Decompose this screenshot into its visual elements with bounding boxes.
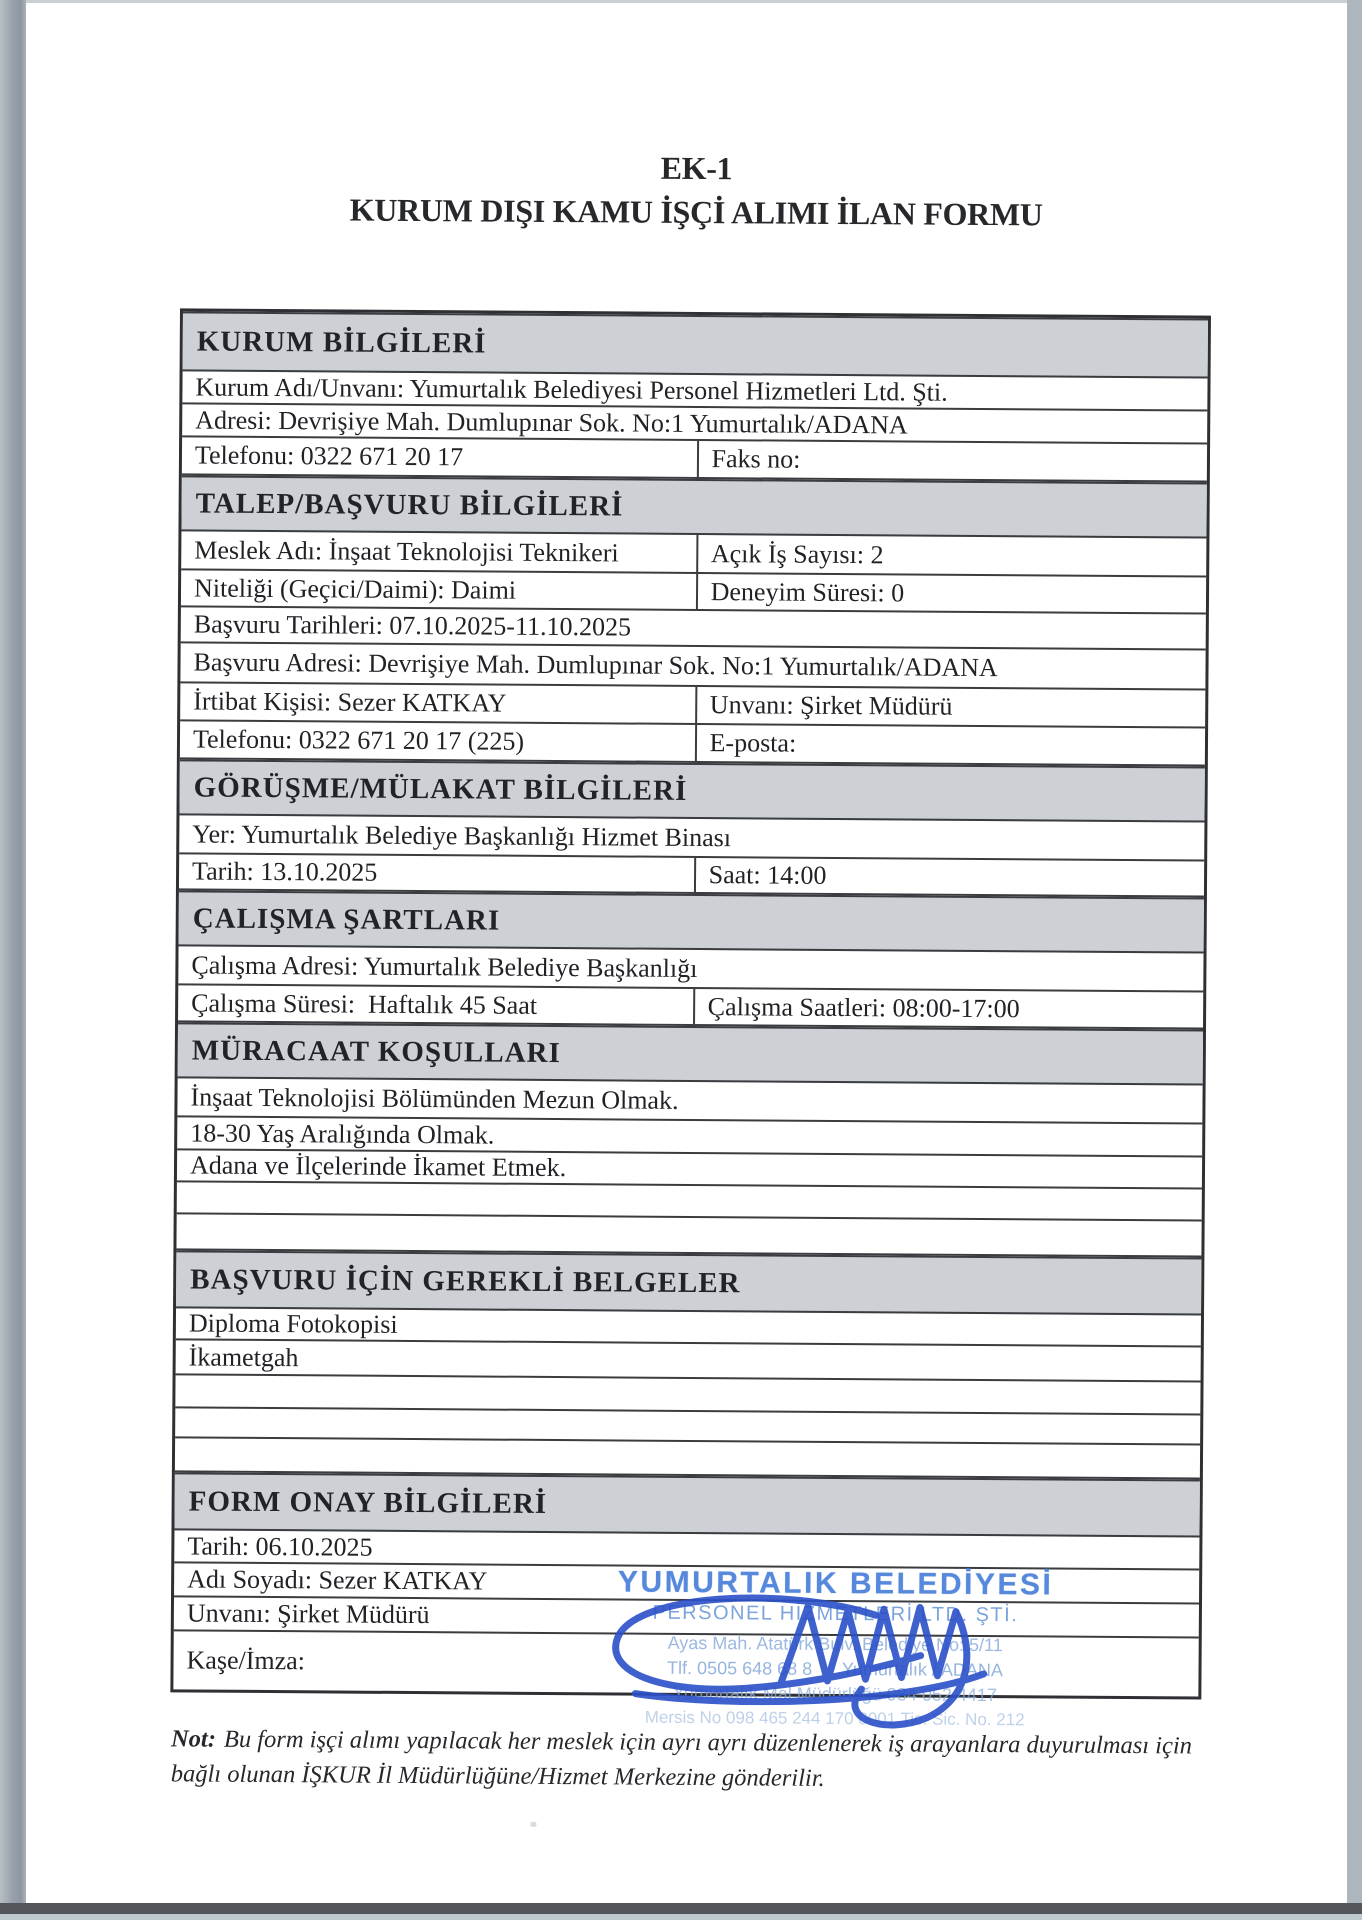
cell-mulakat-saat: Saat: 14:00 — [708, 860, 827, 890]
form-title-block — [181, 142, 1213, 237]
section-header-gorusme-mulakat: GÖRÜŞME/MÜLAKAT BİLGİLERİ — [179, 759, 1204, 822]
form-code: EK-1 — [660, 149, 733, 187]
section-header-form-onay: FORM ONAY BİLGİLERİ — [174, 1472, 1199, 1537]
section-header-talep-basvuru: TALEP/BAŞVURU BİLGİLERİ — [181, 475, 1206, 538]
cell-acik-is-sayisi: Açık İş Sayısı: 2 — [710, 538, 884, 569]
cell-unvani: Unvanı: Şirket Müdürü — [709, 690, 953, 721]
cell-telefonu: Telefonu: 0322 671 20 17 — [182, 437, 699, 477]
row-calisma-adresi: Çalışma Adresi: Yumurtalık Belediye Başkanlığı — [178, 946, 1203, 992]
section-header-gerekli-belgeler: BAŞVURU İÇİN GEREKLİ BELGELER — [176, 1250, 1201, 1315]
stamp-company-type: PERSONEL HİZMETLERİ LTD. ŞTİ. — [652, 1601, 1019, 1627]
stamp-address-line: Ayas Mah. Atatürk Bulv. Belediye No: 5/11 — [667, 1632, 1003, 1656]
cell-eposta: E-posta: — [709, 728, 797, 758]
cell-niteligi: Niteliği (Geçici/Daimi): Daimi — [181, 570, 698, 609]
cell-telefonu-dahili: Telefonu: 0322 671 20 17 (225) — [180, 721, 697, 761]
cell-deneyim-suresi: Deneyim Süresi: 0 — [710, 576, 905, 607]
row-belge-ikametgah: İkametgah — [176, 1340, 1201, 1382]
form-table — [170, 308, 1211, 1699]
section-header-muracaat-kosullari: MÜRACAAT KOŞULLARI — [178, 1022, 1203, 1085]
cell-faks: Faks no: — [711, 444, 801, 474]
cell-calisma-saatleri: Çalışma Saatleri: 08:00-17:00 — [707, 991, 1020, 1023]
row-kosul-ikamet: Adana ve İlçelerinde İkamet Etmek. — [177, 1150, 1202, 1189]
row-kurum-adi: Kurum Adı/Unvanı: Yumurtalık Belediyesi Personel Hizmetleri Ltd. Şti. — [182, 371, 1207, 411]
note-label: Not: — [170, 1724, 217, 1753]
section-header-calisma-sartlari: ÇALIŞMA ŞARTLARI — [179, 890, 1204, 953]
row-kosul-mezuniyet: İnşaat Teknolojisi Bölümünden Mezun Olmak. — [177, 1078, 1202, 1124]
row-kosul-yas: 18-30 Yaş Aralığında Olmak. — [177, 1117, 1202, 1157]
row-belge-diploma: Diploma Fotokopisi — [176, 1308, 1201, 1347]
note-text: Bu form işçi alımı yapılacak her meslek için ayrı ayrı düzenlenerek iş arayanlara duyurulması için bağlı olunan İŞKUR İl Müdürlüğüne/Hizmet Merkezine gönderilir. — [170, 1725, 1193, 1792]
stamp-tax-line: Yumurtalık Mal Müdürlüğü 984 052 4417 — [672, 1682, 998, 1706]
row-unvani: Unvanı: Şirket Müdürü — [174, 1597, 1199, 1638]
section-header-kurum-bilgileri: KURUM BİLGİLERİ — [183, 311, 1208, 378]
stamp-phone-line: Tlf. 0505 648 68 8 Yumurtalık / ADANA — [667, 1657, 1004, 1681]
cell-meslek-adi: Meslek Adı: İnşaat Teknolojisi Teknikeri — [181, 531, 698, 572]
form-title: KURUM DIŞI KAMU İŞÇİ ALIMI İLAN FORMU — [349, 191, 1043, 233]
row-adi-soyadi: Adı Soyadı: Sezer KATKAY — [174, 1563, 1199, 1604]
stamp-mersis-line: Mersis No 098 465 244 170 0001 Tic. Sic. No. 212 — [644, 1707, 1025, 1730]
row-basvuru-adresi: Başvuru Adresi: Devrişiye Mah. Dumlupınar Sok. No:1 Yumurtalık/ADANA — [180, 643, 1205, 690]
row-yer: Yer: Yumurtalık Belediye Başkanlığı Hizmet Binası — [179, 815, 1204, 861]
row-basvuru-tarihleri: Başvuru Tarihleri: 07.10.2025-11.10.2025 — [181, 607, 1206, 650]
row-onay-tarih: Tarih: 06.10.2025 — [174, 1530, 1199, 1570]
cell-calisma-suresi: Çalışma Süresi: Haftalık 45 Saat — [178, 985, 695, 1024]
cell-irtibat-kisisi: İrtibat Kişisi: Sezer KATKAY — [180, 683, 697, 723]
row-adresi: Adresi: Devrişiye Mah. Dumlupınar Sok. No:1 Yumurtalık/ADANA — [182, 404, 1207, 444]
footer-note — [171, 1721, 1211, 1798]
stamp-company-name: YUMURTALIK BELEDİYESİ — [617, 1565, 1054, 1602]
cell-mulakat-tarih: Tarih: 13.10.2025 — [179, 854, 696, 892]
scan-speck — [530, 1822, 536, 1827]
row-kase-imza: Kaşe/İmza: — [186, 1645, 306, 1676]
